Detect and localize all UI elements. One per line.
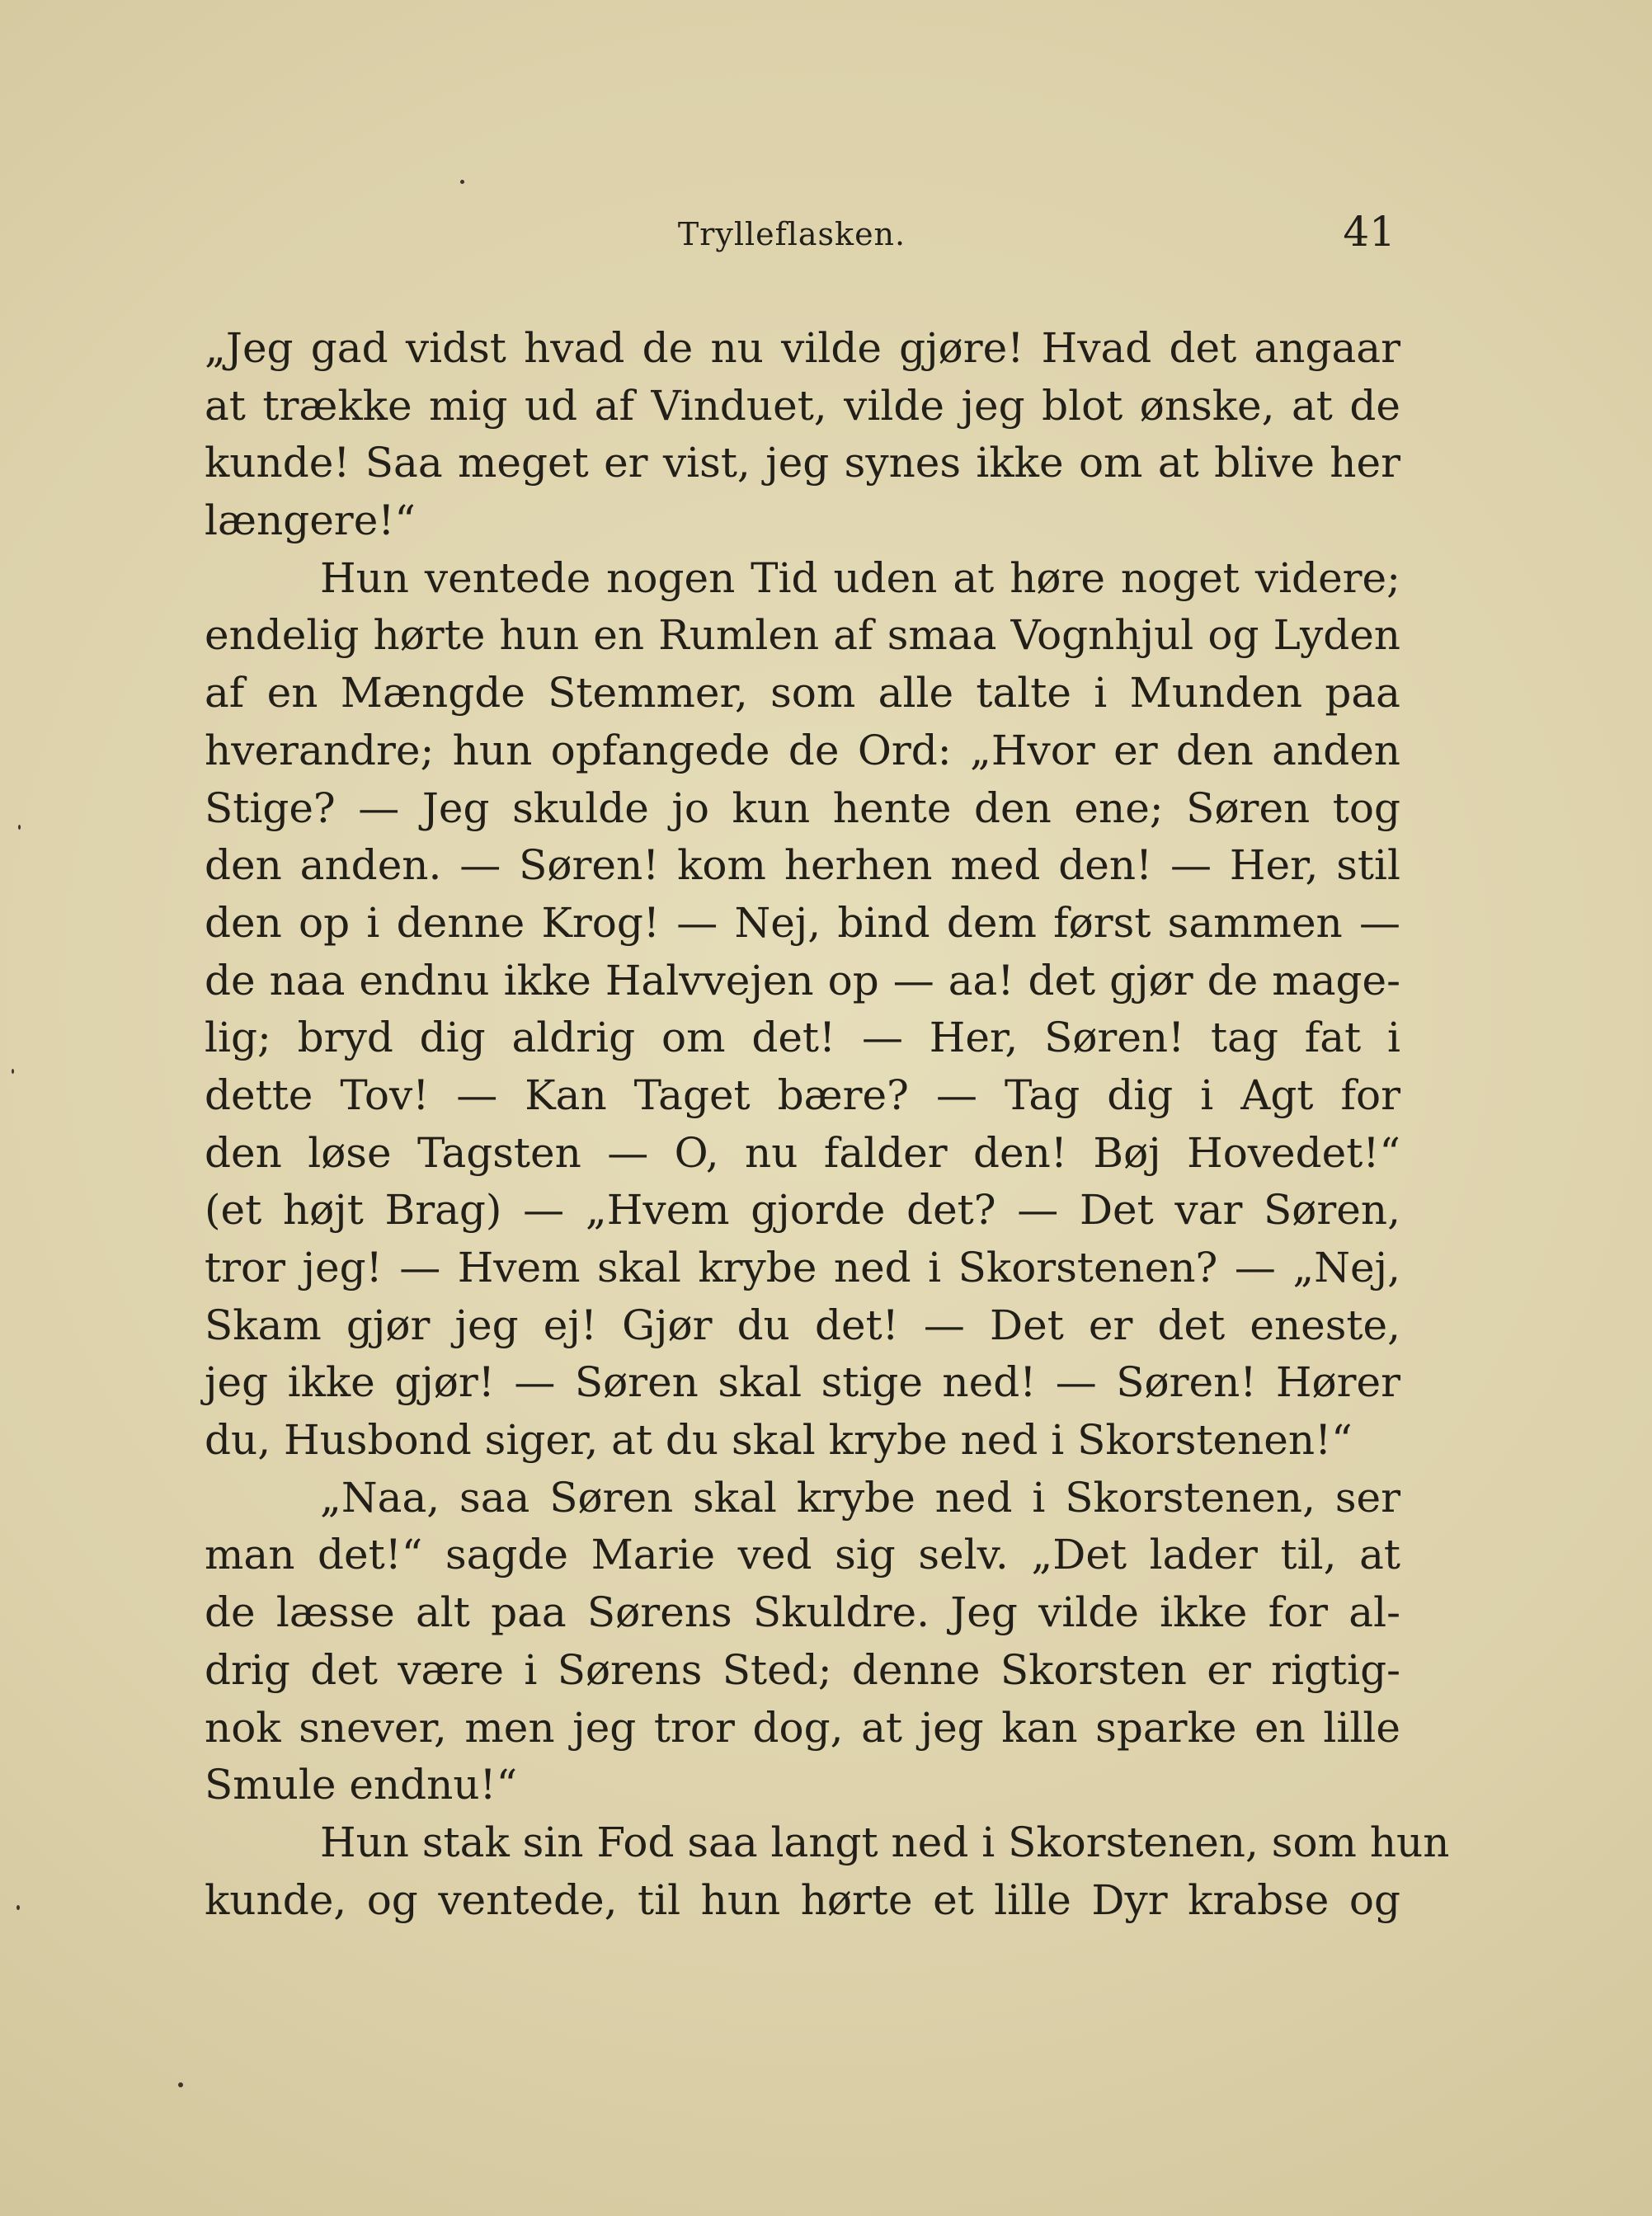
- paper-speck: [16, 1905, 20, 1910]
- text-line: dette Tov! — Kan Taget bære? — Tag dig i Agt for: [205, 1070, 1400, 1119]
- text-line: den løse Tagsten — O, nu falder den! Bøj Hovedet!“: [205, 1128, 1400, 1177]
- text-line: tror jeg! — Hvem skal krybe ned i Skorstenen? — „Nej,: [205, 1244, 1400, 1291]
- text-line: af en Mængde Stemmer, som alle talte i Munden paa: [205, 669, 1400, 717]
- text-line: du, Husbond siger, at du skal krybe ned i Skorstenen!“: [205, 1416, 1353, 1465]
- text-line: de læsse alt paa Sørens Skuldre. Jeg vilde ikke for al-: [205, 1588, 1400, 1637]
- text-line: jeg ikke gjør! — Søren skal stige ned! — Søren! Hører: [205, 1358, 1400, 1407]
- text-line: endelig hørte hun en Rumlen af smaa Vognhjul og Lyden: [205, 611, 1400, 660]
- text-line: længere!“: [205, 496, 416, 545]
- text-line: den op i denne Krog! — Nej, bind dem først sammen —: [205, 898, 1400, 947]
- text-line: Smule endnu!“: [205, 1761, 518, 1809]
- text-line: „Jeg gad vidst hvad de nu vilde gjøre! Hvad det angaar: [205, 324, 1400, 372]
- text-line: Stige? — Jeg skulde jo kun hente den ene; Søren tog: [205, 783, 1400, 832]
- text-line: man det!“ sagde Marie ved sig selv. „Det lader til, at: [205, 1531, 1400, 1579]
- paper-speck: [460, 180, 464, 184]
- paper-speck: [18, 825, 21, 830]
- text-line: at trække mig ud af Vinduet, vilde jeg blot ønske, at de: [205, 381, 1400, 430]
- paper-speck: [178, 2082, 183, 2087]
- text-line: drig det være i Sørens Sted; denne Skorsten er rigtig-: [205, 1645, 1400, 1694]
- text-line: de naa endnu ikke Halvvejen op — aa! det gjør de mage-: [205, 956, 1400, 1004]
- text-line: Skam gjør jeg ej! Gjør du det! — Det er det eneste,: [205, 1301, 1400, 1349]
- text-line: kunde! Saa meget er vist, jeg synes ikke om at blive her: [205, 439, 1400, 487]
- text-line: Hun stak sin Fod saa langt ned i Skorstenen, som hun: [320, 1818, 1450, 1866]
- text-line: (et højt Brag) — „Hvem gjorde det? — Det var Søren,: [205, 1186, 1400, 1235]
- text-line: „Naa, saa Søren skal krybe ned i Skorstenen, ser: [320, 1473, 1400, 1522]
- text-line: kunde, og ventede, til hun hørte et lille Dyr krabse og: [205, 1875, 1400, 1924]
- page-number: 41: [1343, 208, 1395, 256]
- running-head: Trylleflasken.: [677, 216, 906, 252]
- text-line: nok snever, men jeg tror dog, at jeg kan sparke en lille: [205, 1703, 1400, 1752]
- text-line: lig; bryd dig aldrig om det! — Her, Søren! tag fat i: [205, 1014, 1400, 1062]
- text-line: hverandre; hun opfangede de Ord: „Hvor er den anden: [205, 726, 1400, 774]
- body-text: [205, 320, 1450, 1929]
- paper-speck: [12, 1069, 14, 1074]
- text-line: den anden. — Søren! kom herhen med den! — Her, stil: [205, 841, 1400, 890]
- text-line: Hun ventede nogen Tid uden at høre noget videre;: [320, 553, 1400, 602]
